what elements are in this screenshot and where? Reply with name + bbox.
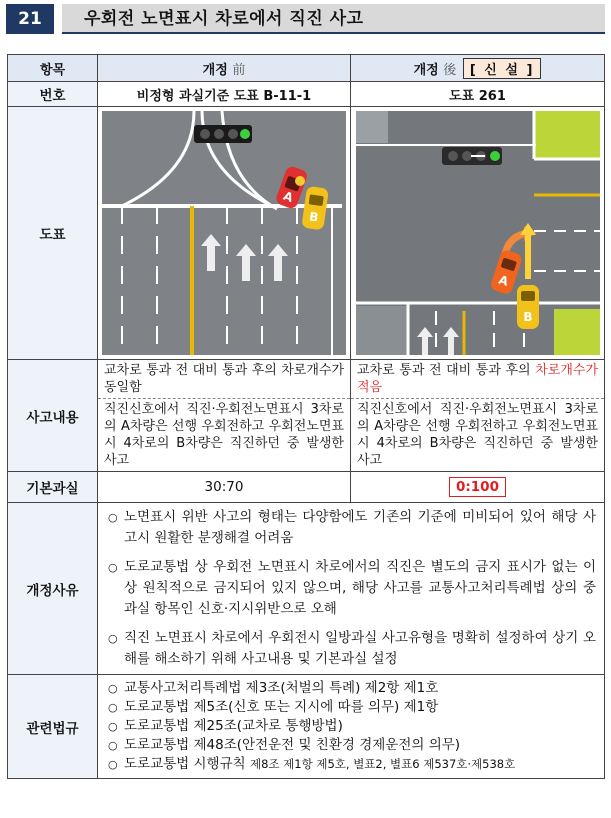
fault-before: 30:70	[98, 472, 351, 503]
section-header	[6, 4, 605, 34]
reason-text: 도로교통법 상 우회전 노면표시 차로에서의 직진은 별도의 금지 표시가 없는 이상 원칙적으로 금지되어 있지 않으며, 해당 사고를 교통사고처리특례법 상의 중과실 항목인 신호·지시위반으로 오해	[124, 559, 596, 617]
diagram-label: 도표	[8, 107, 98, 360]
accident-before-lanes: 교차로 통과 전 대비 통과 후의 차로개수가 동일함	[104, 363, 344, 395]
car-b-label-before: B	[308, 209, 320, 225]
fault-row	[8, 472, 605, 503]
law-item	[108, 755, 596, 774]
reason-row	[8, 503, 605, 675]
number-after: 도표 261	[351, 82, 605, 107]
car-b-label-after: B	[522, 310, 533, 324]
reason-text: 직진 노면표시 차로에서 우회전시 일방과실 사고유형을 명확히 설정하여 상기 오해를 해소하기 위해 사고내용 및 기본과실 설정	[124, 630, 596, 667]
revision-table	[7, 54, 605, 779]
before-header-sub: 前	[232, 62, 246, 78]
bullet-icon: ○	[108, 739, 118, 752]
fault-after-cell	[351, 472, 605, 503]
law-row	[8, 675, 605, 779]
bullet-icon: ○	[108, 682, 118, 695]
car-a-label-after: A	[496, 272, 510, 289]
accident-label: 사고내용	[8, 360, 98, 472]
law-text: 교통사고처리특례법 제3조(처벌의 특례) 제2항 제1호	[124, 680, 439, 696]
bullet-icon: ○	[108, 511, 118, 524]
diagram-after	[356, 111, 600, 355]
number-row	[8, 82, 605, 107]
law-text: 도로교통법 제25조(교차로 통행방법)	[124, 718, 343, 734]
reason-item	[108, 557, 596, 620]
reason-label: 개정사유	[8, 503, 98, 675]
law-label: 관련법규	[8, 675, 98, 779]
diagram-before-cell	[98, 107, 351, 360]
law-item	[108, 736, 596, 755]
diagram-after-cell	[351, 107, 605, 360]
table-header-row	[8, 55, 605, 82]
law-text-small: 제8조 제1항 제5호, 별표2, 별표6 제537호·제538호	[249, 757, 516, 771]
accident-after-lanes-text: 교차로 통과 전 대비 통과 후의	[357, 363, 531, 378]
accident-after-desc: 직진신호에서 직진·우회전노면표시 3차로의 A차량은 선행 우회전하고 우회전노면표시 4차로의 B차량은 직진하던 중 발생한 사고	[351, 398, 604, 471]
diagram-before	[102, 111, 346, 355]
col-before-header	[98, 55, 351, 82]
car-a-label-before: A	[281, 188, 295, 206]
law-text: 도로교통법 시행규칙	[124, 756, 246, 772]
new-badge: [ 신 설 ]	[463, 58, 542, 79]
accident-after-lanes-red: 차로개수가 적음	[357, 363, 599, 395]
fault-after: 0:100	[449, 477, 506, 497]
law-text: 도로교통법 제5조(신호 또는 지시에 따를 의무) 제1항	[124, 699, 439, 715]
bullet-icon: ○	[108, 632, 118, 645]
reason-item	[108, 628, 596, 670]
bullet-icon: ○	[108, 561, 118, 574]
law-text: 도로교통법 제48조(안전운전 및 친환경 경제운전의 의무)	[124, 737, 461, 753]
section-title: 우회전 노면표시 차로에서 직진 사고	[62, 4, 605, 34]
reason-content	[98, 503, 605, 675]
law-item	[108, 717, 596, 736]
after-header-sub: 後	[443, 62, 457, 78]
law-item	[108, 698, 596, 717]
col-after-header	[351, 55, 605, 82]
law-item	[108, 679, 596, 698]
accident-after-lanes	[351, 360, 604, 398]
bullet-icon: ○	[108, 758, 118, 771]
after-header-main: 개정	[413, 62, 439, 78]
accident-before	[98, 360, 351, 472]
number-label: 번호	[8, 82, 98, 107]
diagram-row	[8, 107, 605, 360]
accident-row	[8, 360, 605, 472]
bullet-icon: ○	[108, 701, 118, 714]
accident-before-desc: 직진신호에서 직진·우회전노면표시 3차로의 A차량은 선행 우회전하고 우회전노면표시 4차로의 B차량은 직진하던 중 발생한 사고	[98, 398, 350, 471]
fault-label: 기본과실	[8, 472, 98, 503]
col-label-header: 항목	[8, 55, 98, 82]
reason-text: 노면표시 위반 사고의 형태는 다양함에도 기존의 기준에 미비되어 있어 해당 사고시 원활한 분쟁해결 어려움	[124, 509, 596, 546]
before-header-main: 개정	[202, 62, 228, 78]
bullet-icon: ○	[108, 720, 118, 733]
number-before: 비정형 과실기준 도표 B-11-1	[98, 82, 351, 107]
accident-after	[351, 360, 605, 472]
section-number: 21	[6, 4, 54, 34]
law-content	[98, 675, 605, 779]
reason-item	[108, 507, 596, 549]
